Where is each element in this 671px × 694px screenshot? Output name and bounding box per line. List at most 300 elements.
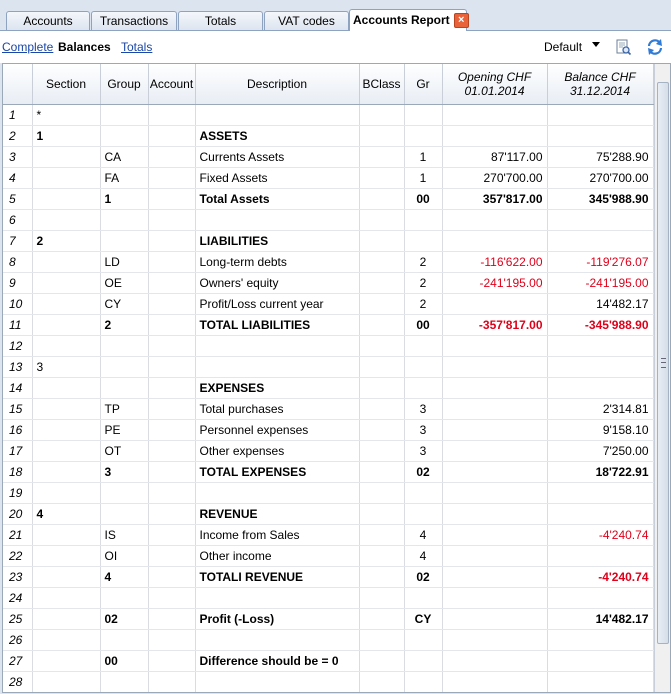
table-row[interactable] bbox=[3, 377, 653, 398]
balance-cell[interactable] bbox=[547, 209, 653, 230]
description-cell[interactable]: Total Assets bbox=[195, 188, 359, 209]
section-cell[interactable] bbox=[32, 272, 100, 293]
opening-cell[interactable] bbox=[442, 356, 547, 377]
opening-cell[interactable] bbox=[442, 440, 547, 461]
balance-cell[interactable]: -345'988.90 bbox=[547, 314, 653, 335]
gr-cell[interactable] bbox=[404, 209, 442, 230]
table-row[interactable] bbox=[3, 419, 653, 440]
opening-cell[interactable] bbox=[442, 125, 547, 146]
table-row[interactable] bbox=[3, 356, 653, 377]
section-cell[interactable] bbox=[32, 167, 100, 188]
bclass-cell[interactable] bbox=[359, 377, 404, 398]
bclass-cell[interactable] bbox=[359, 440, 404, 461]
description-cell[interactable]: Other expenses bbox=[195, 440, 359, 461]
table-row[interactable] bbox=[3, 146, 653, 167]
account-cell[interactable] bbox=[148, 671, 195, 692]
group-cell[interactable]: OI bbox=[100, 545, 148, 566]
gr-cell[interactable]: 3 bbox=[404, 419, 442, 440]
opening-cell[interactable] bbox=[442, 650, 547, 671]
balance-cell[interactable]: 9'158.10 bbox=[547, 419, 653, 440]
description-cell[interactable]: Personnel expenses bbox=[195, 419, 359, 440]
tab-totals[interactable]: Totals bbox=[178, 11, 263, 30]
row-number[interactable]: 2 bbox=[3, 125, 32, 146]
balance-cell[interactable] bbox=[547, 671, 653, 692]
bclass-cell[interactable] bbox=[359, 524, 404, 545]
section-cell[interactable] bbox=[32, 671, 100, 692]
section-cell[interactable] bbox=[32, 314, 100, 335]
row-number[interactable]: 14 bbox=[3, 377, 32, 398]
description-cell[interactable] bbox=[195, 482, 359, 503]
description-cell[interactable]: TOTAL EXPENSES bbox=[195, 461, 359, 482]
group-cell[interactable] bbox=[100, 503, 148, 524]
balance-cell[interactable]: -4'240.74 bbox=[547, 524, 653, 545]
group-cell[interactable] bbox=[100, 629, 148, 650]
balance-cell[interactable]: 14'482.17 bbox=[547, 608, 653, 629]
group-cell[interactable]: CA bbox=[100, 146, 148, 167]
account-cell[interactable] bbox=[148, 209, 195, 230]
balance-column-header[interactable] bbox=[547, 64, 653, 104]
opening-cell[interactable] bbox=[442, 587, 547, 608]
row-number[interactable]: 5 bbox=[3, 188, 32, 209]
bclass-cell[interactable] bbox=[359, 356, 404, 377]
bclass-cell[interactable] bbox=[359, 293, 404, 314]
row-number[interactable]: 1 bbox=[3, 104, 32, 125]
account-column-header[interactable]: Account bbox=[148, 64, 195, 104]
gr-cell[interactable]: 3 bbox=[404, 398, 442, 419]
description-cell[interactable]: Profit (-Loss) bbox=[195, 608, 359, 629]
table-row[interactable] bbox=[3, 272, 653, 293]
gr-cell[interactable]: 4 bbox=[404, 545, 442, 566]
account-cell[interactable] bbox=[148, 461, 195, 482]
section-cell[interactable] bbox=[32, 335, 100, 356]
row-number[interactable]: 27 bbox=[3, 650, 32, 671]
account-cell[interactable] bbox=[148, 146, 195, 167]
balance-cell[interactable] bbox=[547, 356, 653, 377]
description-cell[interactable]: Other income bbox=[195, 545, 359, 566]
group-cell[interactable] bbox=[100, 104, 148, 125]
account-cell[interactable] bbox=[148, 482, 195, 503]
gr-cell[interactable]: 4 bbox=[404, 524, 442, 545]
section-cell[interactable] bbox=[32, 293, 100, 314]
table-row[interactable] bbox=[3, 671, 653, 692]
row-number[interactable]: 11 bbox=[3, 314, 32, 335]
row-number[interactable]: 20 bbox=[3, 503, 32, 524]
section-cell[interactable]: 2 bbox=[32, 230, 100, 251]
opening-cell[interactable] bbox=[442, 419, 547, 440]
table-row[interactable] bbox=[3, 545, 653, 566]
gr-cell[interactable]: 2 bbox=[404, 251, 442, 272]
section-cell[interactable] bbox=[32, 209, 100, 230]
section-cell[interactable] bbox=[32, 629, 100, 650]
tab-accounts-report[interactable] bbox=[349, 9, 467, 31]
gr-cell[interactable] bbox=[404, 503, 442, 524]
table-row[interactable] bbox=[3, 335, 653, 356]
gr-cell[interactable] bbox=[404, 230, 442, 251]
description-cell[interactable]: Owners' equity bbox=[195, 272, 359, 293]
table-row[interactable] bbox=[3, 629, 653, 650]
opening-cell[interactable]: 87'117.00 bbox=[442, 146, 547, 167]
gr-cell[interactable]: 1 bbox=[404, 146, 442, 167]
gr-cell[interactable]: CY bbox=[404, 608, 442, 629]
balance-cell[interactable]: -4'240.74 bbox=[547, 566, 653, 587]
section-cell[interactable] bbox=[32, 440, 100, 461]
description-cell[interactable]: TOTALI REVENUE bbox=[195, 566, 359, 587]
account-cell[interactable] bbox=[148, 314, 195, 335]
row-number[interactable]: 15 bbox=[3, 398, 32, 419]
section-cell[interactable] bbox=[32, 587, 100, 608]
bclass-cell[interactable] bbox=[359, 125, 404, 146]
row-number[interactable]: 10 bbox=[3, 293, 32, 314]
close-icon[interactable]: × bbox=[454, 13, 469, 28]
row-number[interactable]: 12 bbox=[3, 335, 32, 356]
account-cell[interactable] bbox=[148, 377, 195, 398]
opening-cell[interactable] bbox=[442, 629, 547, 650]
section-cell[interactable]: 3 bbox=[32, 356, 100, 377]
description-column-header[interactable]: Description bbox=[195, 64, 359, 104]
gr-cell[interactable] bbox=[404, 335, 442, 356]
view-balances-link[interactable]: Balances bbox=[58, 40, 111, 54]
table-row[interactable] bbox=[3, 314, 653, 335]
section-cell[interactable] bbox=[32, 419, 100, 440]
table-row[interactable] bbox=[3, 251, 653, 272]
account-cell[interactable] bbox=[148, 440, 195, 461]
chevron-down-icon[interactable] bbox=[592, 42, 600, 47]
balance-cell[interactable] bbox=[547, 503, 653, 524]
opening-cell[interactable]: 270'700.00 bbox=[442, 167, 547, 188]
row-number[interactable]: 26 bbox=[3, 629, 32, 650]
row-number[interactable]: 25 bbox=[3, 608, 32, 629]
group-cell[interactable] bbox=[100, 671, 148, 692]
group-cell[interactable]: IS bbox=[100, 524, 148, 545]
gr-cell[interactable]: 02 bbox=[404, 461, 442, 482]
bclass-cell[interactable] bbox=[359, 461, 404, 482]
row-number[interactable]: 3 bbox=[3, 146, 32, 167]
bclass-cell[interactable] bbox=[359, 209, 404, 230]
row-number[interactable]: 24 bbox=[3, 587, 32, 608]
row-number[interactable]: 7 bbox=[3, 230, 32, 251]
description-cell[interactable] bbox=[195, 335, 359, 356]
gr-cell[interactable] bbox=[404, 587, 442, 608]
account-cell[interactable] bbox=[148, 251, 195, 272]
group-cell[interactable]: 02 bbox=[100, 608, 148, 629]
bclass-cell[interactable] bbox=[359, 146, 404, 167]
gr-cell[interactable]: 02 bbox=[404, 566, 442, 587]
opening-cell[interactable]: 357'817.00 bbox=[442, 188, 547, 209]
account-cell[interactable] bbox=[148, 188, 195, 209]
section-cell[interactable] bbox=[32, 188, 100, 209]
tab-accounts[interactable]: Accounts bbox=[6, 11, 90, 30]
description-cell[interactable]: Difference should be = 0 bbox=[195, 650, 359, 671]
section-cell[interactable] bbox=[32, 545, 100, 566]
gr-cell[interactable] bbox=[404, 125, 442, 146]
gr-cell[interactable]: 00 bbox=[404, 314, 442, 335]
balance-cell[interactable]: 7'250.00 bbox=[547, 440, 653, 461]
bclass-cell[interactable] bbox=[359, 587, 404, 608]
bclass-cell[interactable] bbox=[359, 398, 404, 419]
account-cell[interactable] bbox=[148, 587, 195, 608]
layout-select[interactable]: Default bbox=[544, 40, 583, 54]
table-row[interactable] bbox=[3, 104, 653, 125]
gr-cell[interactable] bbox=[404, 629, 442, 650]
bclass-cell[interactable] bbox=[359, 272, 404, 293]
row-number[interactable]: 22 bbox=[3, 545, 32, 566]
description-cell[interactable] bbox=[195, 209, 359, 230]
balance-cell[interactable] bbox=[547, 629, 653, 650]
print-preview-icon[interactable] bbox=[614, 38, 632, 56]
balance-cell[interactable]: 2'314.81 bbox=[547, 398, 653, 419]
row-number[interactable]: 6 bbox=[3, 209, 32, 230]
bclass-cell[interactable] bbox=[359, 188, 404, 209]
table-row[interactable] bbox=[3, 293, 653, 314]
gr-cell[interactable]: 3 bbox=[404, 440, 442, 461]
group-cell[interactable] bbox=[100, 335, 148, 356]
opening-cell[interactable] bbox=[442, 377, 547, 398]
account-cell[interactable] bbox=[148, 419, 195, 440]
group-cell[interactable] bbox=[100, 356, 148, 377]
group-cell[interactable] bbox=[100, 377, 148, 398]
bclass-cell[interactable] bbox=[359, 566, 404, 587]
group-cell[interactable] bbox=[100, 587, 148, 608]
bclass-cell[interactable] bbox=[359, 167, 404, 188]
opening-cell[interactable] bbox=[442, 608, 547, 629]
description-cell[interactable]: Currents Assets bbox=[195, 146, 359, 167]
description-cell[interactable]: Total purchases bbox=[195, 398, 359, 419]
section-cell[interactable] bbox=[32, 377, 100, 398]
balance-cell[interactable] bbox=[547, 587, 653, 608]
opening-cell[interactable] bbox=[442, 104, 547, 125]
bclass-cell[interactable] bbox=[359, 608, 404, 629]
group-cell[interactable]: OE bbox=[100, 272, 148, 293]
section-column-header[interactable]: Section bbox=[32, 64, 100, 104]
gr-cell[interactable] bbox=[404, 356, 442, 377]
row-number[interactable]: 17 bbox=[3, 440, 32, 461]
group-cell[interactable]: 3 bbox=[100, 461, 148, 482]
table-row[interactable] bbox=[3, 188, 653, 209]
table-row[interactable] bbox=[3, 398, 653, 419]
balance-cell[interactable] bbox=[547, 650, 653, 671]
opening-cell[interactable] bbox=[442, 398, 547, 419]
gr-cell[interactable] bbox=[404, 104, 442, 125]
opening-cell[interactable] bbox=[442, 503, 547, 524]
balance-cell[interactable] bbox=[547, 377, 653, 398]
bclass-cell[interactable] bbox=[359, 230, 404, 251]
section-cell[interactable] bbox=[32, 482, 100, 503]
balance-cell[interactable] bbox=[547, 104, 653, 125]
balance-cell[interactable]: -241'195.00 bbox=[547, 272, 653, 293]
opening-column-header[interactable] bbox=[442, 64, 547, 104]
gr-column-header[interactable]: Gr bbox=[404, 64, 442, 104]
section-cell[interactable] bbox=[32, 146, 100, 167]
section-cell[interactable] bbox=[32, 608, 100, 629]
group-cell[interactable]: TP bbox=[100, 398, 148, 419]
description-cell[interactable] bbox=[195, 629, 359, 650]
row-number[interactable]: 19 bbox=[3, 482, 32, 503]
opening-cell[interactable]: -241'195.00 bbox=[442, 272, 547, 293]
opening-cell[interactable]: -116'622.00 bbox=[442, 251, 547, 272]
row-number[interactable]: 21 bbox=[3, 524, 32, 545]
account-cell[interactable] bbox=[148, 104, 195, 125]
row-number[interactable]: 9 bbox=[3, 272, 32, 293]
group-column-header[interactable]: Group bbox=[100, 64, 148, 104]
balance-cell[interactable]: 18'722.91 bbox=[547, 461, 653, 482]
bclass-cell[interactable] bbox=[359, 314, 404, 335]
section-cell[interactable] bbox=[32, 566, 100, 587]
table-row[interactable] bbox=[3, 440, 653, 461]
section-cell[interactable] bbox=[32, 461, 100, 482]
gr-cell[interactable] bbox=[404, 671, 442, 692]
row-number[interactable]: 28 bbox=[3, 671, 32, 692]
opening-cell[interactable] bbox=[442, 482, 547, 503]
group-cell[interactable]: OT bbox=[100, 440, 148, 461]
row-number[interactable]: 8 bbox=[3, 251, 32, 272]
bclass-cell[interactable] bbox=[359, 104, 404, 125]
group-cell[interactable] bbox=[100, 482, 148, 503]
gr-cell[interactable]: 00 bbox=[404, 188, 442, 209]
tab-transactions[interactable]: Transactions bbox=[91, 11, 177, 30]
account-cell[interactable] bbox=[148, 629, 195, 650]
account-cell[interactable] bbox=[148, 293, 195, 314]
section-cell[interactable]: 4 bbox=[32, 503, 100, 524]
view-totals-link[interactable]: Totals bbox=[121, 40, 153, 54]
opening-cell[interactable] bbox=[442, 461, 547, 482]
group-cell[interactable] bbox=[100, 125, 148, 146]
gr-cell[interactable] bbox=[404, 650, 442, 671]
group-cell[interactable]: 00 bbox=[100, 650, 148, 671]
account-cell[interactable] bbox=[148, 335, 195, 356]
balance-cell[interactable] bbox=[547, 230, 653, 251]
opening-cell[interactable] bbox=[442, 209, 547, 230]
description-cell[interactable]: LIABILITIES bbox=[195, 230, 359, 251]
table-row[interactable] bbox=[3, 125, 653, 146]
balance-cell[interactable]: 75'288.90 bbox=[547, 146, 653, 167]
table-row[interactable] bbox=[3, 167, 653, 188]
bclass-cell[interactable] bbox=[359, 650, 404, 671]
account-cell[interactable] bbox=[148, 503, 195, 524]
gr-cell[interactable] bbox=[404, 377, 442, 398]
row-number[interactable]: 4 bbox=[3, 167, 32, 188]
row-number[interactable]: 16 bbox=[3, 419, 32, 440]
balance-cell[interactable]: 270'700.00 bbox=[547, 167, 653, 188]
group-cell[interactable]: CY bbox=[100, 293, 148, 314]
gr-cell[interactable] bbox=[404, 482, 442, 503]
account-cell[interactable] bbox=[148, 230, 195, 251]
description-cell[interactable] bbox=[195, 104, 359, 125]
group-cell[interactable]: 4 bbox=[100, 566, 148, 587]
table-row[interactable] bbox=[3, 230, 653, 251]
group-cell[interactable] bbox=[100, 230, 148, 251]
description-cell[interactable] bbox=[195, 587, 359, 608]
opening-cell[interactable] bbox=[442, 524, 547, 545]
section-cell[interactable] bbox=[32, 398, 100, 419]
table-row[interactable] bbox=[3, 461, 653, 482]
opening-cell[interactable] bbox=[442, 230, 547, 251]
table-row[interactable] bbox=[3, 566, 653, 587]
opening-cell[interactable] bbox=[442, 335, 547, 356]
account-cell[interactable] bbox=[148, 125, 195, 146]
description-cell[interactable] bbox=[195, 671, 359, 692]
bclass-cell[interactable] bbox=[359, 482, 404, 503]
account-cell[interactable] bbox=[148, 566, 195, 587]
gr-cell[interactable]: 1 bbox=[404, 167, 442, 188]
vertical-scrollbar[interactable] bbox=[654, 64, 670, 692]
gr-cell[interactable]: 2 bbox=[404, 293, 442, 314]
opening-cell[interactable] bbox=[442, 671, 547, 692]
balance-cell[interactable]: 14'482.17 bbox=[547, 293, 653, 314]
bclass-cell[interactable] bbox=[359, 335, 404, 356]
group-cell[interactable] bbox=[100, 209, 148, 230]
balance-cell[interactable] bbox=[547, 482, 653, 503]
balance-cell[interactable] bbox=[547, 125, 653, 146]
group-cell[interactable]: 1 bbox=[100, 188, 148, 209]
bclass-column-header[interactable]: BClass bbox=[359, 64, 404, 104]
tab-vat-codes[interactable]: VAT codes bbox=[264, 11, 349, 30]
description-cell[interactable]: Income from Sales bbox=[195, 524, 359, 545]
row-number[interactable]: 13 bbox=[3, 356, 32, 377]
section-cell[interactable]: * bbox=[32, 104, 100, 125]
row-number[interactable]: 23 bbox=[3, 566, 32, 587]
section-cell[interactable] bbox=[32, 650, 100, 671]
opening-cell[interactable] bbox=[442, 566, 547, 587]
table-row[interactable] bbox=[3, 482, 653, 503]
row-number[interactable]: 18 bbox=[3, 461, 32, 482]
table-row[interactable] bbox=[3, 608, 653, 629]
table-row[interactable] bbox=[3, 503, 653, 524]
account-cell[interactable] bbox=[148, 272, 195, 293]
section-cell[interactable] bbox=[32, 251, 100, 272]
group-cell[interactable]: 2 bbox=[100, 314, 148, 335]
description-cell[interactable]: Long-term debts bbox=[195, 251, 359, 272]
account-cell[interactable] bbox=[148, 524, 195, 545]
section-cell[interactable]: 1 bbox=[32, 125, 100, 146]
group-cell[interactable]: PE bbox=[100, 419, 148, 440]
balance-cell[interactable] bbox=[547, 545, 653, 566]
bclass-cell[interactable] bbox=[359, 251, 404, 272]
opening-cell[interactable]: -357'817.00 bbox=[442, 314, 547, 335]
group-cell[interactable]: FA bbox=[100, 167, 148, 188]
description-cell[interactable] bbox=[195, 356, 359, 377]
table-row[interactable] bbox=[3, 650, 653, 671]
gr-cell[interactable]: 2 bbox=[404, 272, 442, 293]
account-cell[interactable] bbox=[148, 608, 195, 629]
bclass-cell[interactable] bbox=[359, 671, 404, 692]
bclass-cell[interactable] bbox=[359, 503, 404, 524]
balance-cell[interactable] bbox=[547, 335, 653, 356]
bclass-cell[interactable] bbox=[359, 419, 404, 440]
opening-cell[interactable] bbox=[442, 293, 547, 314]
account-cell[interactable] bbox=[148, 545, 195, 566]
balance-cell[interactable]: -119'276.07 bbox=[547, 251, 653, 272]
group-cell[interactable]: LD bbox=[100, 251, 148, 272]
account-cell[interactable] bbox=[148, 398, 195, 419]
refresh-icon[interactable] bbox=[646, 38, 664, 56]
bclass-cell[interactable] bbox=[359, 629, 404, 650]
account-cell[interactable] bbox=[148, 650, 195, 671]
table-row[interactable] bbox=[3, 209, 653, 230]
description-cell[interactable]: ASSETS bbox=[195, 125, 359, 146]
description-cell[interactable]: Profit/Loss current year bbox=[195, 293, 359, 314]
scrollbar-thumb[interactable] bbox=[657, 82, 669, 644]
table-row[interactable] bbox=[3, 524, 653, 545]
description-cell[interactable]: REVENUE bbox=[195, 503, 359, 524]
description-cell[interactable]: Fixed Assets bbox=[195, 167, 359, 188]
account-cell[interactable] bbox=[148, 356, 195, 377]
section-cell[interactable] bbox=[32, 524, 100, 545]
view-complete-link[interactable]: Complete bbox=[2, 40, 54, 54]
account-cell[interactable] bbox=[148, 167, 195, 188]
opening-cell[interactable] bbox=[442, 545, 547, 566]
table-row[interactable] bbox=[3, 587, 653, 608]
description-cell[interactable]: EXPENSES bbox=[195, 377, 359, 398]
